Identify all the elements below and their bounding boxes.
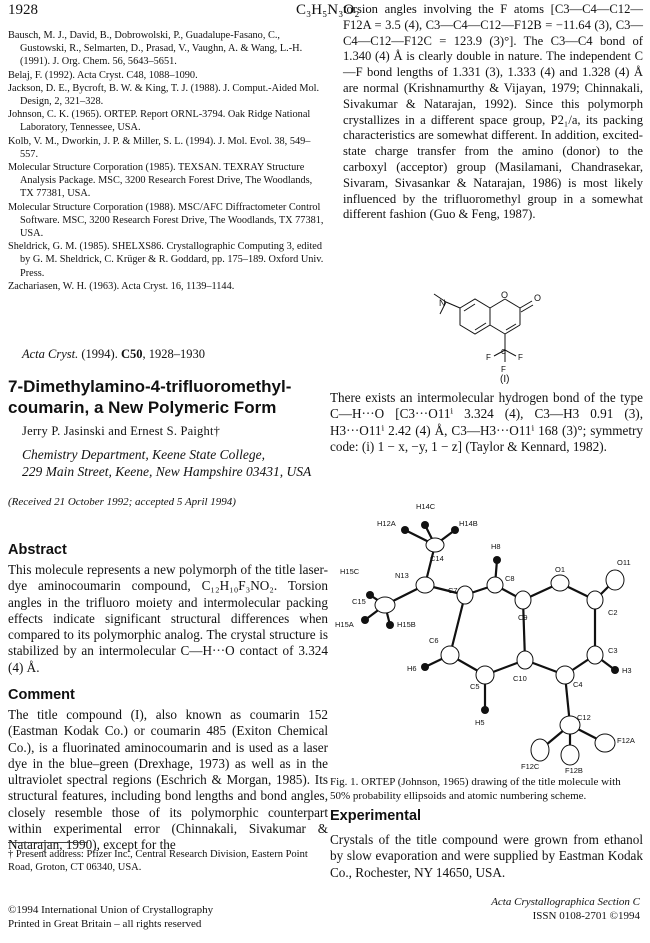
atom-label: N13 [395, 571, 409, 580]
copyright-notice: ©1994 International Union of Crystallography Printed in Great Britain – all rights reserved [8, 904, 214, 930]
atom-label: F12B [565, 766, 583, 775]
atom-f1: F [486, 353, 491, 362]
atom-label: C12 [577, 713, 591, 722]
atom-label: H5 [475, 718, 485, 727]
atom-n: N [439, 298, 446, 308]
ortep-figure [325, 495, 645, 775]
reference-item: Kolb, V. M., Dworkin, J. P. & Miller, S. L. (1994). J. Mol. Evol. 38, 549–557. [8, 135, 311, 160]
atom-label: C8 [505, 574, 515, 583]
reference-item: Molecular Structure Corporation (1985). TEXSAN. TEXRAY Structure Analysis Package. MSC, 3200 Research Forest Drive, The Woodlands, TX 77381, USA. [8, 162, 313, 200]
abstract-heading: Abstract [8, 542, 67, 558]
atom-label: H3 [622, 666, 632, 675]
article-title: 7-Dimethylamino-4-trifluoromethyl-coumarin, a New Polymeric Form [8, 377, 292, 417]
atom-o-ring: O [501, 290, 509, 300]
atom-label: C4 [573, 680, 583, 689]
comment-continuation: torsion angles involving the F atoms [C3—C4—C12—F12A = 3.5 (4), C3—C4—C12—F12B = −11.64 (3), C3—C4—C12—F12C = 123.9 (3)°]. The C3—C4 bond of 1.340 (4) Å is clearly double in nature. The independent C—F bond lengths of 1.331 (3), 1.333 (4) and 1.328 (4) Å are normal (Krishnamurthy & Vijayan, 1979; Chinnakali, Sivakumar & Natarajan, 1992). Since this polymorph crystallizes in a different space group, P2₁/a, its packing characteristics are somewhat different. In addition, excited-state charge transfer from the amino (donor) to the carboxyl (acceptor) group (Masilamani, Chandrasekar, Sivaram, Sivasankar & Natarajan, 1986) is most likely influenced by the trifluoromethyl group in a somewhat different fashion (Guo & Feng, 1987). [343, 2, 643, 222]
reference-list [8, 29, 326, 293]
reference-item: Zachariasen, W. H. (1963). Acta Cryst. 16, 1139–1144. [8, 280, 235, 292]
experimental-text: Crystals of the title compound were grown from ethanol by slow evaporation and were supplied by Eastman Kodak Co., Rochester, NY 14650, USA. [330, 832, 643, 880]
reference-item: Belaj, F. (1992). Acta Cryst. C48, 1088–1090. [8, 69, 198, 81]
atom-label: C5 [470, 682, 480, 691]
atom-label: H15B [397, 620, 416, 629]
atom-label: F12C [521, 762, 540, 771]
footnote-rule [8, 842, 88, 843]
page-number: 1928 [8, 2, 38, 18]
received-dates: (Received 21 October 1992; accepted 5 April 1994) [8, 496, 236, 508]
atom-label: O11 [617, 558, 631, 567]
atom-label: C2 [608, 608, 618, 617]
journal-footer: Acta Crystallographica Section C ISSN 0108-2701 ©1994 [491, 896, 640, 922]
atom-label: H6 [407, 664, 417, 673]
chemical-scheme [420, 284, 580, 384]
atom-label: H15C [340, 567, 360, 576]
comment-text: The title compound (I), also known as coumarin 152 (Eastman Kodak Co.) or coumarin 485 (Exiton Chemical Co.), is a fluorinated aminocoumarin and is used as a laser dye in the blue–green (Drexhage, 1973) as well as in the ultraviolet spectral regions (Eschrich & Morgan, 1985). Its structural features, including bond lengths and bond angles, closely resemble those of its polymorphic counterpart within experimental error (Chinnakali, Sivakumar & Natarajan, 1990), except for the [8, 707, 328, 853]
atom-label: C6 [429, 636, 439, 645]
atom-label: C3 [608, 646, 618, 655]
comment-heading: Comment [8, 687, 75, 703]
reference-item: Sheldrick, G. M. (1985). SHELXS86. Crystallographic Computing 3, edited by G. M. Sheldrick, C. Krüger & R. Goddard, pp. 175–189. Oxford Univ. Press. [8, 241, 324, 279]
atom-label: H14B [459, 519, 478, 528]
experimental-heading: Experimental [330, 808, 422, 824]
hbond-paragraph: There exists an intermolecular hydrogen bond of the type C—H···O [C3···O11ⁱ 3.324 (4), C3—H3 0.91 (3), H3···O11ⁱ 2.42 (4) Å, C3—H3···O11ⁱ 168 (3)°; symmetry code: (i) 1 − x, −y, 1 − z] (Taylor & Kennard, 1982). [330, 390, 643, 454]
atom-label: C9 [518, 613, 528, 622]
atom-label: H14C [416, 502, 436, 511]
atom-label: F12A [617, 736, 635, 745]
reference-item: Johnson, C. K. (1965). ORTEP. Report ORNL-3794. Oak Ridge National Laboratory, Tennessee, USA. [8, 109, 311, 134]
abstract-text: This molecule represents a new polymorph of the title laser-dye aminocoumarin compound, C₁₂H₁₀F₃NO₂. Torsion angles in the trifluoro moiety and intermolecular packing effects indicate significant structural differences when compared to its polymorphic analog. The crystal structure is stabilized by an intermolecular C—H···O contact of 3.324 (4) Å. [8, 562, 328, 675]
reference-item: Bausch, M. J., David, B., Dobrowolski, P., Guadalupe-Fasano, C., Gustowski, R., Selmarten, D., Prasad, V., Vaughn, A. & Wang, L.-H. (1991). J. Org. Chem. 56, 5643–5651. [8, 30, 303, 68]
journal-citation: Acta Cryst. (1994). C50, 1928–1930 [22, 347, 205, 361]
reference-item: Jackson, D. E., Bycroft, B. W. & King, T. J. (1988). J. Comput.-Aided Mol. Design, 2, 321–328. [8, 82, 320, 108]
atom-label: H12A [377, 519, 396, 528]
scheme-label: (I) [500, 374, 510, 384]
atom-label: C14 [430, 554, 444, 563]
atom-label: H15A [335, 620, 354, 629]
affiliation: Chemistry Department, Keene State College, 229 Main Street, Keene, New Hampshire 03431, USA [22, 447, 312, 479]
atom-c-cf3: C [501, 349, 507, 356]
running-formula: C₃H₅N₃O₂ [296, 2, 360, 18]
atom-f3: F [501, 365, 506, 374]
author-list: Jerry P. Jasinski and Ernest S. Paight† [22, 424, 221, 438]
atom-label: C15 [352, 597, 366, 606]
atom-label: C10 [513, 674, 527, 683]
reference-item: Molecular Structure Corporation (1988). MSC/AFC Diffractometer Control Software. MSC, 3200 Research Forest Drive, The Woodlands, TX 77381, USA. [8, 201, 324, 240]
atom-label: O1 [555, 565, 566, 574]
figure-caption: Fig. 1. ORTEP (Johnson, 1965) drawing of the title molecule with 50% probability ellipsoids and atomic numbering scheme. [330, 776, 621, 802]
atom-label: C7 [448, 586, 458, 595]
atom-f2: F [518, 353, 523, 362]
atom-label: H8 [491, 542, 501, 551]
atom-o-carbonyl: O [534, 293, 542, 303]
footnote: † Present address: Pfizer Inc., Central Research Division, Eastern Point Road, Groton, CT 06340, USA. [8, 849, 308, 873]
